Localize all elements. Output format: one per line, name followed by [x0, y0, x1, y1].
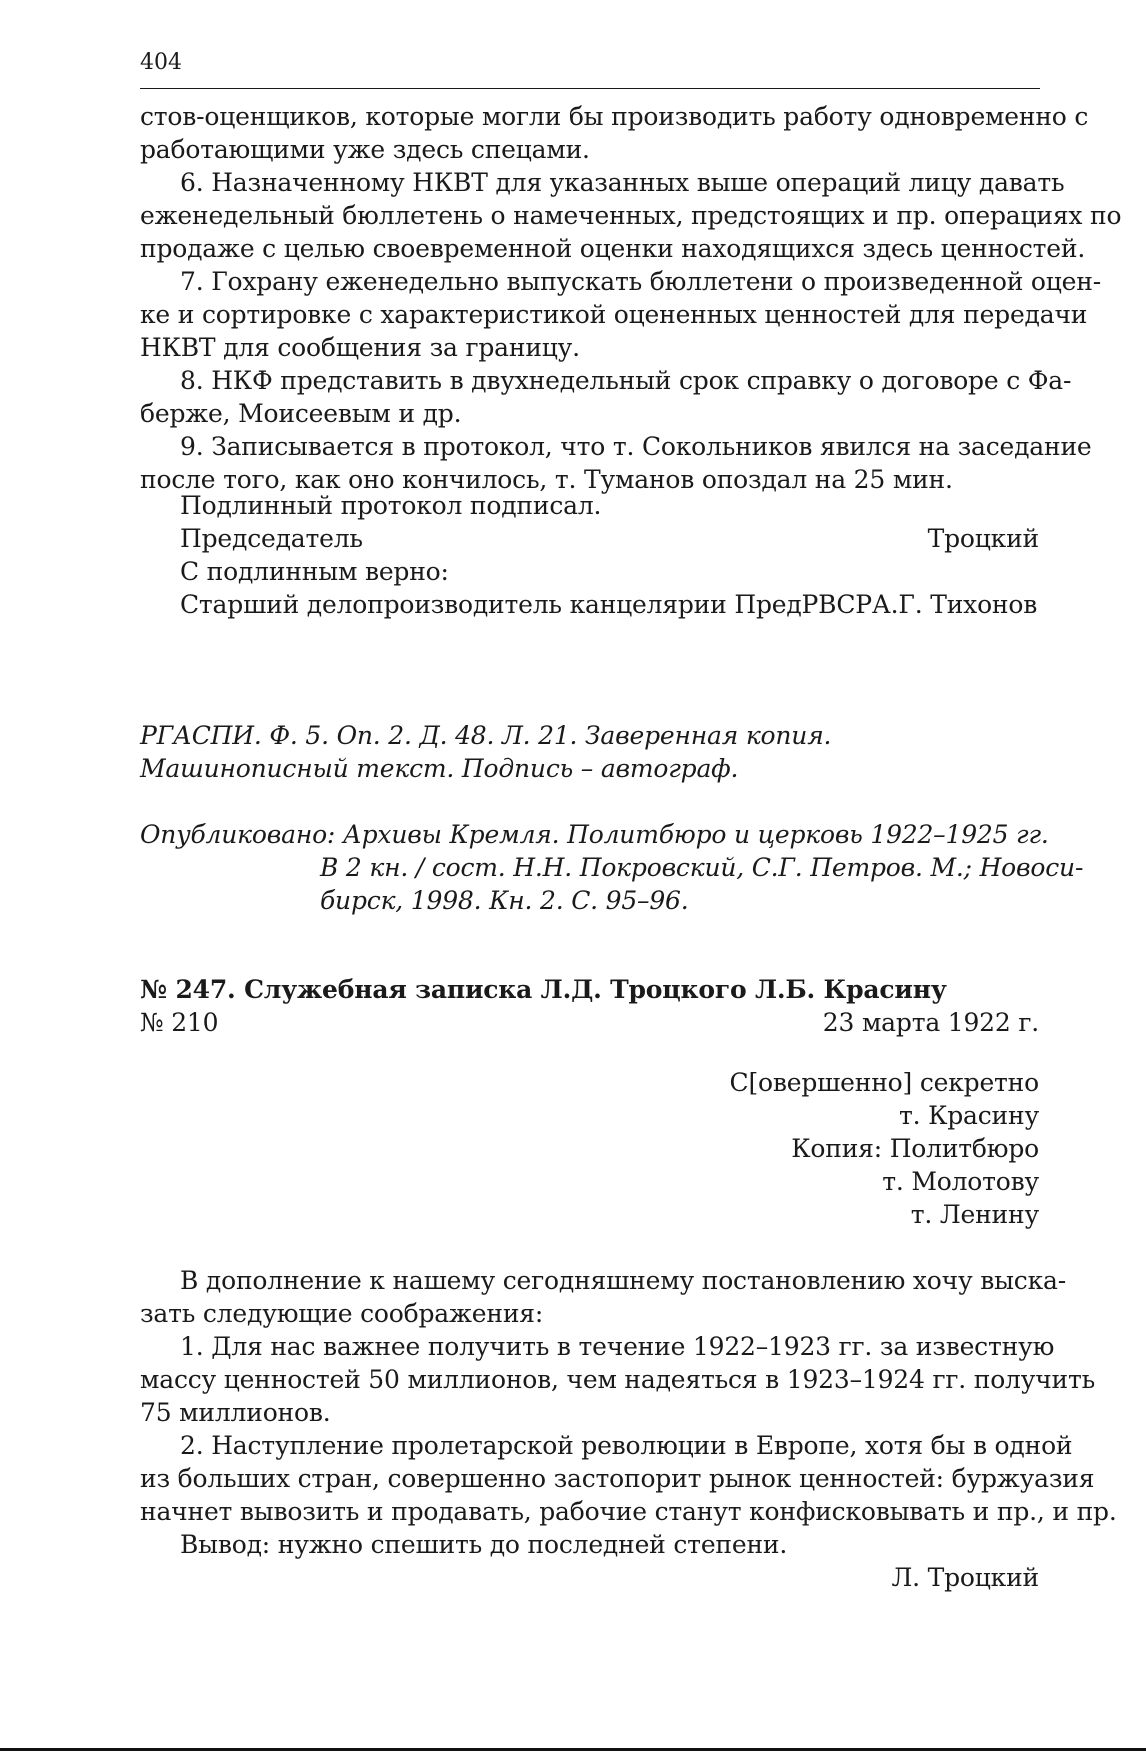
- body-line: начнет вывозить и продавать, рабочие станут конфисковывать и пр., и пр.: [140, 1497, 1117, 1526]
- body-line: Вывод: нужно спешить до последней степени.: [180, 1530, 788, 1559]
- signature-block: [140, 489, 1039, 621]
- certified-line: С подлинным верно:: [180, 557, 449, 586]
- memo-body: [140, 1264, 1117, 1594]
- page-number: 404: [140, 50, 182, 75]
- text-line: 8. НКФ представить в двухнедельный срок справку о договоре с Фа-: [180, 366, 1072, 395]
- archive-reference: [140, 719, 1039, 785]
- text-line: еженедельный бюллетень о намеченных, предстоящих и пр. операциях по: [140, 201, 1122, 230]
- body-line: 75 миллионов.: [140, 1398, 331, 1427]
- text-line: 6. Назначенному НКВТ для указанных выше операций лицу давать: [180, 168, 1065, 197]
- addressee-line: Копия: Политбюро: [791, 1134, 1039, 1163]
- text-line: после того, как оно кончилось, т. Туманов опоздал на 25 мин.: [140, 465, 953, 494]
- text-line: берже, Моисеевым и др.: [140, 399, 462, 428]
- signature-line: Подлинный протокол подписал.: [180, 491, 602, 520]
- number-date-row: [140, 1006, 1039, 1039]
- text-line: стов-оценщиков, которые могли бы производить работу одновременно с: [140, 102, 1089, 131]
- chair-label: Председатель: [180, 524, 363, 553]
- body-line: В дополнение к нашему сегодняшнему постановлению хочу выска-: [180, 1266, 1066, 1295]
- memo-signature: Л. Троцкий: [891, 1563, 1039, 1592]
- archive-line: Машинописный текст. Подпись – автограф.: [140, 754, 739, 783]
- publication-line: В 2 кн. / сост. Н.Н. Покровский, С.Г. Петров. М.; Новоси-: [320, 853, 1084, 882]
- body-line: из больших стран, совершенно застопорит рынок ценностей: буржуазия: [140, 1464, 1095, 1493]
- addressee-line: т. Ленину: [910, 1200, 1039, 1229]
- document-title: № 247. Служебная записка Л.Д. Троцкого Л.Б. Красину: [140, 975, 947, 1004]
- body-line: зать следующие соображения:: [140, 1299, 544, 1328]
- chair-row: [140, 522, 1039, 555]
- document-date: 23 марта 1922 г.: [822, 1008, 1039, 1037]
- clerk-name: А.Г. Тихонов: [871, 590, 1038, 619]
- text-line: 9. Записывается в протокол, что т. Сокольников явился на заседание: [180, 432, 1092, 461]
- page-bottom-edge: [0, 1748, 1146, 1751]
- text-line: НКВТ для сообщения за границу.: [140, 333, 580, 362]
- text-line: продаже с целью своевременной оценки находящихся здесь ценностей.: [140, 234, 1086, 263]
- addressee-line: С[овершенно] секретно: [729, 1068, 1039, 1097]
- body-line: 2. Наступление пролетарской революции в Европе, хотя бы в одной: [180, 1431, 1073, 1460]
- text-line: работающими уже здесь спецами.: [140, 135, 590, 164]
- header-rule: [140, 88, 1040, 89]
- clerk-row: [140, 588, 1039, 621]
- addressee-line: т. Красину: [898, 1101, 1039, 1130]
- clerk-label: Старший делопроизводитель канцелярии ПредРВСР: [180, 590, 872, 619]
- archive-line: РГАСПИ. Ф. 5. Оп. 2. Д. 48. Л. 21. Заверенная копия.: [140, 721, 832, 750]
- document-number: № 210: [140, 1008, 219, 1037]
- continuation-text: [140, 100, 1122, 496]
- text-line: 7. Гохрану еженедельно выпускать бюллетени о произведенной оцен-: [180, 267, 1101, 296]
- chair-name: Троцкий: [927, 524, 1039, 553]
- addressee-line: т. Молотову: [882, 1167, 1039, 1196]
- body-line: массу ценностей 50 миллионов, чем надеяться в 1923–1924 гг. получить: [140, 1365, 1096, 1394]
- addressee-block: [140, 1066, 1039, 1231]
- document-header: [140, 973, 1039, 1039]
- publication-line: бирск, 1998. Кн. 2. С. 95–96.: [320, 886, 689, 915]
- text-line: ке и сортировке с характеристикой оцененных ценностей для передачи: [140, 300, 1088, 329]
- publication-reference: [140, 818, 1084, 917]
- publication-line: Опубликовано: Архивы Кремля. Политбюро и церковь 1922–1925 гг.: [140, 820, 1049, 849]
- body-line: 1. Для нас важнее получить в течение 1922–1923 гг. за известную: [180, 1332, 1055, 1361]
